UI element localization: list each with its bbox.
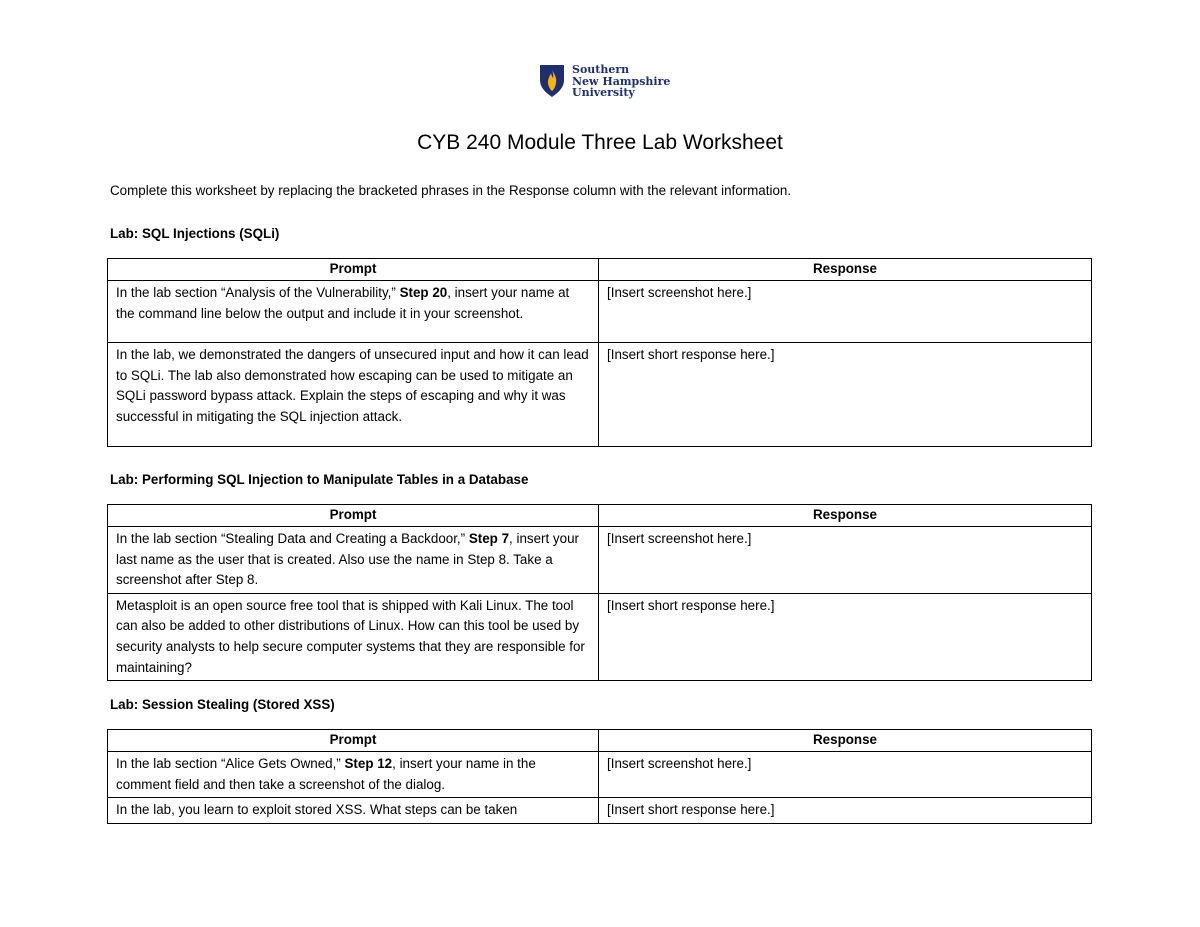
response-header: Response: [599, 730, 1092, 752]
prompt-header: Prompt: [108, 259, 599, 281]
table-sql-tables: [107, 504, 1092, 681]
prompt-text: In the lab section “Alice Gets Owned,”: [116, 756, 345, 771]
step-label: Step 12: [344, 756, 393, 771]
prompt-cell: Metasploit is an open source free tool that is shipped with Kali Linux. The tool can also be added to other distributions of Linux. How can this tool be used by security analysts to help secure computer systems that they are responsible for maintaining?: [108, 593, 599, 680]
prompt-cell: [108, 752, 599, 798]
step-label: Step 20: [399, 285, 448, 300]
section-heading-sql-tables: Lab: Performing SQL Injection to Manipulate Tables in a Database: [110, 472, 529, 487]
prompt-cell: [108, 527, 599, 594]
response-header: Response: [599, 259, 1092, 281]
table-row: [108, 343, 1092, 447]
table-row: [108, 798, 1092, 824]
response-cell[interactable]: [Insert short response here.]: [599, 343, 1092, 447]
response-cell[interactable]: [Insert short response here.]: [599, 593, 1092, 680]
logo-line-1: Southern: [572, 63, 630, 76]
snhu-shield-icon: [539, 64, 565, 98]
response-cell[interactable]: [Insert screenshot here.]: [599, 281, 1092, 343]
table-header-row: [108, 505, 1092, 527]
prompt-text-cont: , insert your name in the comment field and then take a screenshot of the dialog.: [116, 756, 536, 792]
table-row: [108, 593, 1092, 680]
response-cell[interactable]: [Insert screenshot here.]: [599, 527, 1092, 594]
prompt-header: Prompt: [108, 730, 599, 752]
response-header: Response: [599, 505, 1092, 527]
prompt-cell: [108, 281, 599, 343]
prompt-text-cont: , insert your name at the command line below the output and include it in your screenshot.: [116, 285, 570, 321]
worksheet-title: CYB 240 Module Three Lab Worksheet: [417, 131, 783, 154]
table-sqli: [107, 258, 1092, 447]
prompt-cell: In the lab, we demonstrated the dangers of unsecured input and how it can lead to SQLi. The lab also demonstrated how escaping can be used to mitigate an SQLi password bypass attack. Explain the steps of escaping and why it was successful in mitigating the SQL injection attack.: [108, 343, 599, 447]
table-row: [108, 752, 1092, 798]
table-xss: [107, 729, 1092, 824]
response-cell[interactable]: [Insert short response here.]: [599, 798, 1092, 824]
logo-line-2: New Hampshire: [572, 74, 671, 88]
table-row: [108, 281, 1092, 343]
response-cell[interactable]: [Insert screenshot here.]: [599, 752, 1092, 798]
prompt-header: Prompt: [108, 505, 599, 527]
intro-text: Complete this worksheet by replacing the bracketed phrases in the Response column with the relevant information.: [110, 183, 792, 198]
table-header-row: [108, 259, 1092, 281]
table-row: [108, 527, 1092, 594]
prompt-text-cont: , insert your last name as the user that is created. Also use the name in Step 8. Take a screenshot after Step 8.: [116, 531, 579, 588]
step-label: Step 7: [468, 531, 510, 546]
prompt-text: In the lab section “Stealing Data and Creating a Backdoor,”: [116, 531, 469, 546]
table-header-row: [108, 730, 1092, 752]
section-heading-sqli: Lab: SQL Injections (SQLi): [110, 226, 280, 241]
logo-wordmark: [572, 64, 670, 99]
snhu-logo: [539, 64, 670, 99]
section-heading-xss: Lab: Session Stealing (Stored XSS): [110, 697, 335, 712]
logo-line-3: University: [572, 86, 635, 99]
prompt-text: In the lab section “Analysis of the Vulnerability,”: [116, 285, 400, 300]
prompt-cell: In the lab, you learn to exploit stored XSS. What steps can be taken: [108, 798, 599, 824]
